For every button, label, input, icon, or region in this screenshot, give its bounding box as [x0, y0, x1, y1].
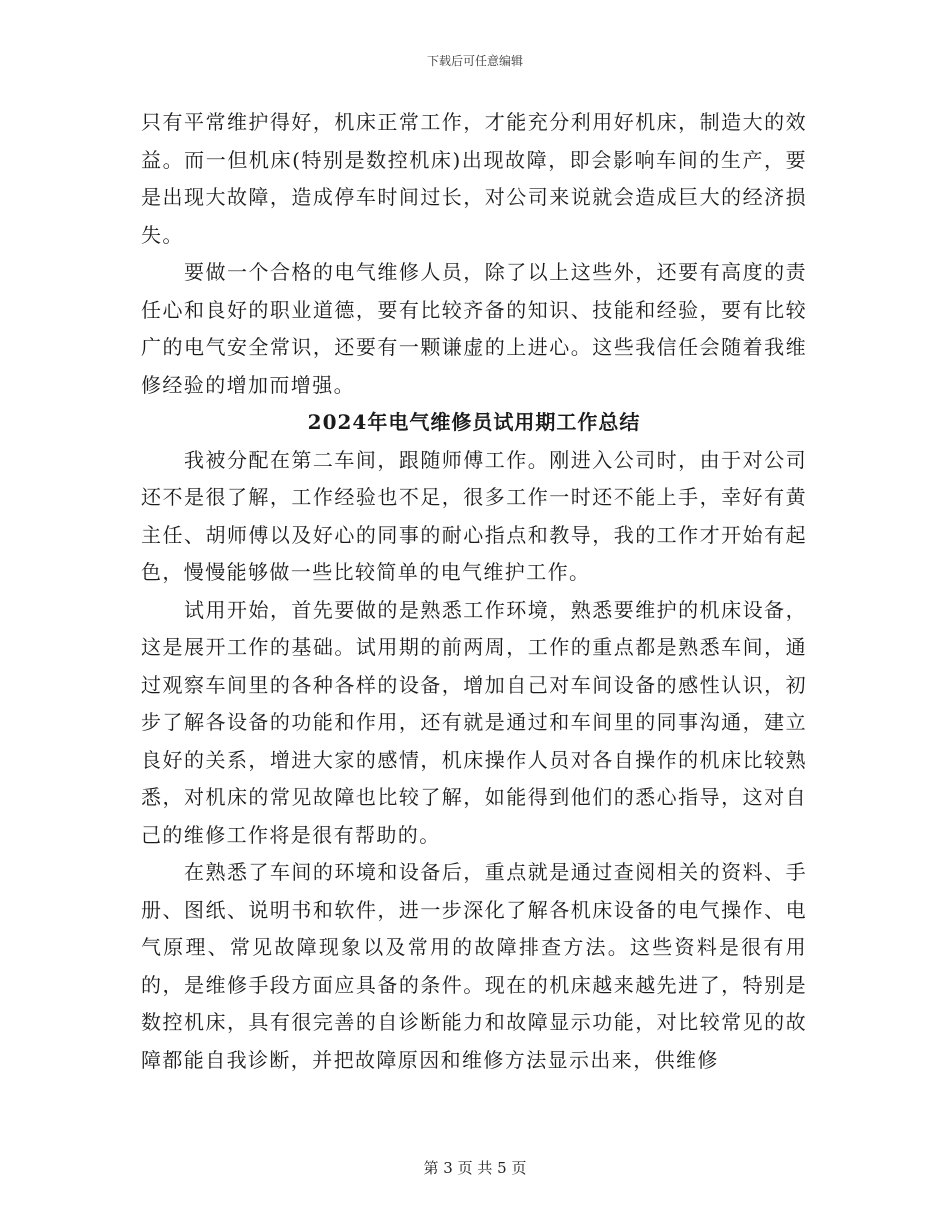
document-body — [141, 104, 807, 1079]
paragraph-assignment: 我被分配在第二车间，跟随师傅工作。刚进入公司时，由于对公司还不是很了解，工作经验也不足，很多工作一时还不能上手，幸好有黄主任、胡师傅以及好心的同事的耐心指点和教导，我的工作才开始有起色，慢慢能够做一些比较简单的电气维护工作。 — [141, 447, 807, 584]
page-header-note: 下载后可任意编辑 — [426, 54, 523, 68]
document-title: 2024年电气维修员试用期工作总结 — [307, 410, 641, 434]
paragraph-continued: 只有平常维护得好，机床正常工作，才能充分利用好机床，制造大的效益。而一但机床(特别是数控机床)出现故障，即会影响车间的生产，要是出现大故障，造成停车时间过长，对公司来说就会造成巨大的经济损失。 — [141, 110, 807, 247]
paragraph-qualifications: 要做一个合格的电气维修人员，除了以上这些外，还要有高度的责任心和良好的职业道德，要有比较齐备的知识、技能和经验，要有比较广的电气安全常识，还要有一颗谦虚的上进心。这些我信任会随着我维修经验的增加而增强。 — [141, 260, 807, 397]
paragraph-familiarization: 试用开始，首先要做的是熟悉工作环境，熟悉要维护的机床设备，这是展开工作的基础。试用期的前两周，工作的重点都是熟悉车间，通过观察车间里的各种各样的设备，增加自己对车间设备的感性认识，初步了解各设备的功能和作用，还有就是通过和车间里的同事沟通，建立良好的关系，增进大家的感情，机床操作人员对各自操作的机床比较熟悉，对机床的常见故障也比较了解，如能得到他们的悉心指导，这对自己的维修工作将是很有帮助的。 — [141, 597, 807, 847]
paragraph-study-materials: 在熟悉了车间的环境和设备后，重点就是通过查阅相关的资料、手册、图纸、说明书和软件，进一步深化了解各机床设备的电气操作、电气原理、常见故障现象以及常用的故障排查方法。这些资料是很有用的，是维修手段方面应具备的条件。现在的机床越来越先进了，特别是数控机床，具有很完善的自诊断能力和故障显示功能，对比较常见的故障都能自我诊断，并把故障原因和维修方法显示出来，供维修 — [141, 860, 807, 1072]
page-number: 第 3 页 共 5 页 — [423, 1159, 527, 1177]
